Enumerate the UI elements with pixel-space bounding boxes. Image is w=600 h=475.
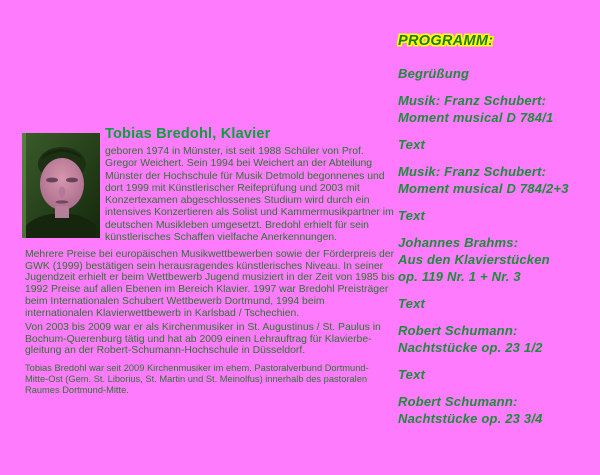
bio-paragraph: geboren 1974 in Münster, ist seit 1988 Schüler von Prof. Gregor Weichert. Sein 1994 bei Weichert an der Abteilung Münster der Hochschule für Musik Detmold begonnenes und dort 1999 mit Künstlerischer Reifeprüfung und 2003 mit Konzertexamen abgeschlossenes Studium wird durch ein intensives Konzertieren als Solist und Kammermusikpartner im deutschen Musikleben umgesetzt. Bredohl erhielt für sein künstlerisches Schaffen vielfache Anerkennungen.	[105, 146, 394, 244]
program-item	[398, 65, 594, 82]
program-item-line: op. 119 Nr. 1 + Nr. 3	[398, 269, 521, 284]
program-item	[398, 295, 594, 312]
program-item	[398, 207, 594, 224]
bio-paragraph: Mehrere Preise bei europäischen Musikwettbewerben sowie der Förderpreis der GWK (1999) bestätigen sein herausragendes künstlerisches Niveau. In seiner Jugendzeit erhielt er beim Wettbewerb Jugend musiziert in der Zeit von 1985 bis 1992 Preise auf allen Ebenen im Bereich Klavier. 1997 war Bredohl Preisträger beim Internationalen Schubert Wettbewerb Dortmund, 1994 beim internationalen Klavierwettbewerb in Karlsbad / Tschechien.	[25, 249, 395, 319]
program-item	[398, 92, 594, 126]
program-list	[398, 30, 594, 437]
program-item	[398, 393, 594, 427]
program-item	[398, 322, 594, 356]
bio-name-heading: Tobias Bredohl, Klavier	[105, 126, 271, 142]
program-item-line: Robert Schumann:	[398, 323, 518, 338]
program-item-line: Moment musical D 784/1	[398, 110, 554, 125]
bio-paragraph: Von 2003 bis 2009 war er als Kirchenmusiker in St. Augustinus / St. Paulus in Bochum-Querenburg tätig und hat ab 2009 einen Lehrauftrag für Klavierbegleitung an der Robert-Schumann-Hochschule in Düsseldorf.	[25, 322, 381, 357]
program-item	[398, 234, 594, 285]
program-item-line: Text	[398, 367, 426, 382]
program-item-line: Moment musical D 784/2+3	[398, 181, 569, 196]
program-item-line: Musik: Franz Schubert:	[398, 164, 547, 179]
program-item-line: Musik: Franz Schubert:	[398, 93, 547, 108]
bio-paragraph: Tobias Bredohl war seit 2009 Kirchenmusiker im ehem. Pastoralverbund Dortmund-Mitte-Ost (Gem. St. Liborius, St. Martin und St. Meinolfus) innerhalb des pastoralen Raumes Dortmund-Mitte.	[25, 363, 369, 395]
program-item-line: Nachtstücke op. 23 3/4	[398, 411, 543, 426]
program-item	[398, 136, 594, 153]
program-item-line: Text	[398, 208, 426, 223]
program-item-line: Johannes Brahms:	[398, 235, 519, 250]
program-item-line: Begrüßung	[398, 66, 470, 81]
program-item-line: Robert Schumann:	[398, 394, 518, 409]
program-item-line: Nachtstücke op. 23 1/2	[398, 340, 543, 355]
program-item-line: Aus den Klavierstücken	[398, 252, 550, 267]
program-item-line: Text	[398, 137, 426, 152]
program-item	[398, 163, 594, 197]
program-item-line: Text	[398, 296, 426, 311]
program-heading: PROGRAMM:	[398, 33, 494, 49]
program-item	[398, 366, 594, 383]
portrait-photo	[22, 133, 100, 238]
